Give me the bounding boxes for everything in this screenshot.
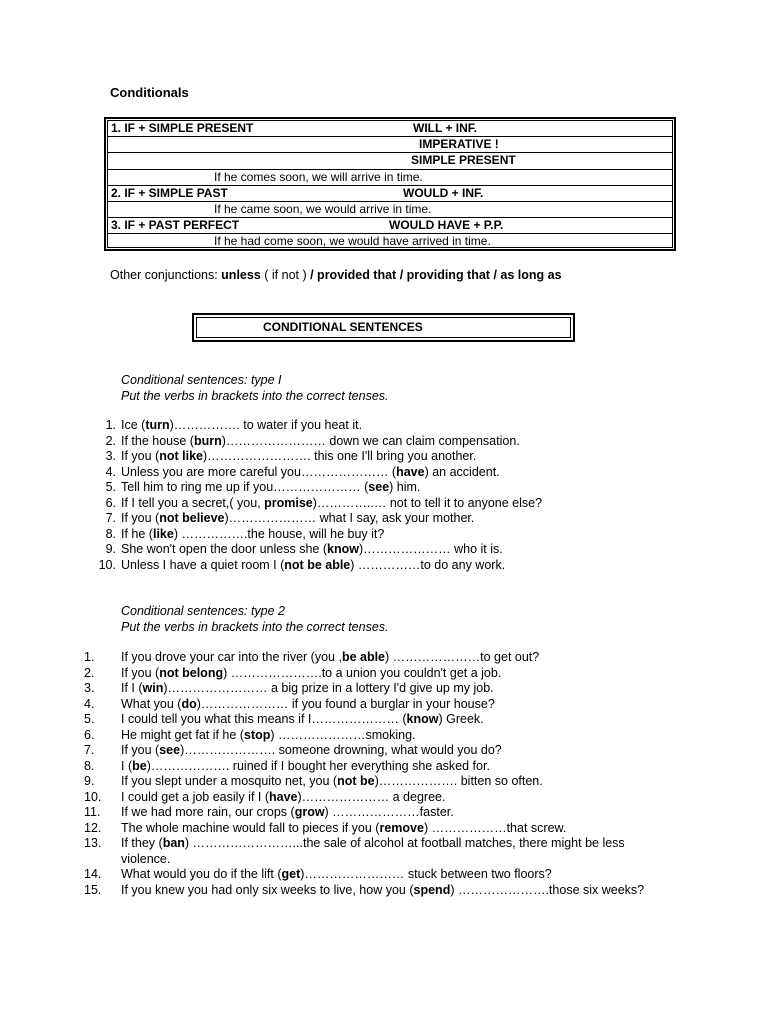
item-text-after: ) ……………to do any work. — [350, 557, 506, 572]
table-row — [108, 153, 672, 169]
list-item — [0, 681, 768, 697]
item-verb: see — [159, 743, 181, 757]
page-title: Conditionals — [110, 85, 189, 100]
item-text-after: ) …………………to get out? — [385, 650, 540, 664]
item-text-before: If they ( — [121, 836, 163, 850]
item-number: 10. — [98, 557, 116, 572]
item-text-before: If you slept under a mosquito net, you ( — [121, 774, 338, 788]
item-text-before: What would you do if the lift ( — [121, 867, 282, 881]
item-text — [121, 434, 520, 450]
item-number: 13. — [84, 836, 102, 850]
item-text-after: )………………… if you found a burglar in your house? — [196, 696, 495, 711]
list-item — [0, 527, 768, 543]
list-item — [0, 759, 768, 775]
item-number: 2. — [84, 665, 95, 680]
item-number: 8. — [105, 526, 116, 541]
item-verb: burn — [193, 433, 222, 448]
item-text-before: If you ( — [121, 665, 160, 680]
item-verb: stop — [243, 727, 271, 742]
item-verb: not belong — [159, 665, 224, 680]
item-number: 4. — [84, 696, 95, 711]
item-verb: do — [181, 696, 197, 711]
item-text-before: The whole machine would fall to pieces if you ( — [121, 820, 380, 835]
item-text-before: I could tell you what this means if I………………… ( — [121, 712, 407, 726]
item-number: 5. — [84, 712, 95, 726]
item-verb: get — [281, 867, 301, 881]
item-text-after: ) him. — [389, 480, 421, 494]
type2-exercise-list — [0, 650, 768, 914]
item-text — [121, 805, 454, 821]
item-text-after: )……………………. this one I'll bring you another. — [202, 449, 477, 463]
item-number: 8. — [84, 758, 95, 773]
item-number: 6. — [105, 495, 116, 510]
item-text — [121, 867, 552, 883]
list-item — [0, 449, 768, 465]
item-text — [121, 558, 505, 574]
item-number: 9. — [105, 542, 116, 556]
item-text-after: ) ……………………...the sale of alcohol at football matches, there might be less violence. — [121, 836, 625, 866]
item-text-after: ) Greek. — [438, 712, 484, 726]
item-text — [121, 712, 484, 728]
item-text-before: I could get a job easily if I ( — [121, 789, 269, 804]
list-item — [0, 867, 768, 883]
item-text-before: What you ( — [121, 696, 182, 711]
item-text-after: ) …………………smoking. — [270, 727, 416, 742]
item-text-after: ) ………………….to a union you couldn't get a job. — [223, 665, 502, 680]
item-number: 11. — [84, 805, 101, 819]
item-text — [121, 697, 495, 713]
item-number: 9. — [84, 774, 95, 788]
list-item — [0, 743, 768, 759]
list-item — [0, 418, 768, 434]
table-example: If he had come soon, we would have arrived in time. — [214, 234, 491, 249]
list-item — [0, 465, 768, 481]
item-number: 15. — [84, 882, 102, 897]
item-text — [121, 650, 539, 666]
item-verb: know — [327, 542, 359, 556]
item-text-before: If you ( — [121, 449, 160, 463]
item-text-after: )…………………… down we can claim compensation. — [221, 433, 520, 448]
item-text-before: If I ( — [121, 681, 143, 695]
item-verb: have — [269, 789, 298, 804]
item-text-before: If you drove your car into the river (you , — [121, 650, 342, 664]
item-number: 2. — [105, 433, 116, 448]
item-text-before: I ( — [121, 758, 133, 773]
item-verb: have — [396, 464, 425, 479]
table-example: If he comes soon, we will arrive in time. — [214, 169, 423, 184]
other-ifnot: ( if not ) — [260, 268, 311, 282]
item-text — [121, 836, 661, 867]
item-text-before: If we had more rain, our crops ( — [121, 805, 295, 819]
item-verb: ban — [162, 836, 185, 850]
type1-exercise-list — [0, 418, 768, 573]
item-verb: win — [142, 681, 164, 695]
item-text — [121, 743, 502, 759]
item-text-after: )………………… a degree. — [297, 789, 446, 804]
item-verb: not believe — [159, 511, 225, 525]
item-verb: like — [152, 526, 174, 541]
item-number: 3. — [105, 449, 116, 463]
list-item — [0, 542, 768, 558]
item-verb: remove — [379, 820, 424, 835]
table-row — [108, 218, 672, 234]
item-text — [121, 511, 474, 527]
type1-title: Conditional sentences: type I — [121, 373, 282, 387]
table-row — [108, 234, 672, 250]
list-item — [0, 496, 768, 512]
list-item — [0, 836, 768, 867]
item-number: 1. — [105, 418, 116, 432]
item-text — [121, 480, 420, 496]
list-item — [0, 434, 768, 450]
item-text — [121, 418, 362, 434]
item-verb: turn — [145, 418, 170, 432]
item-text-before: She won't open the door unless she ( — [121, 542, 327, 556]
item-number: 1. — [84, 650, 95, 664]
item-verb: know — [406, 712, 439, 726]
item-verb: not be able — [284, 557, 351, 572]
item-text-before: Tell him to ring me up if you………………… ( — [121, 480, 369, 494]
list-item — [0, 666, 768, 682]
conditionals-table — [104, 117, 676, 251]
list-item — [0, 728, 768, 744]
list-item — [0, 697, 768, 713]
table-rule-right: WILL + INF. — [413, 121, 478, 135]
item-text-before: If you knew you had only six weeks to live, how you ( — [121, 882, 414, 897]
item-text-after: )…………………… stuck between two floors? — [300, 867, 552, 881]
list-item — [0, 558, 768, 574]
item-number: 4. — [105, 464, 116, 479]
item-text-after: )…………………. someone drowning, what would you do? — [180, 743, 502, 757]
item-text-after: )……………. to water if you heat it. — [169, 418, 363, 432]
type2-instruction: Put the verbs in brackets into the correct tenses. — [121, 620, 389, 634]
item-text-before: Unless I have a quiet room I ( — [121, 557, 285, 572]
item-text — [121, 790, 445, 806]
item-verb: not be — [337, 774, 375, 788]
other-rest: / provided that / providing that / as long as — [310, 268, 562, 282]
item-number: 7. — [84, 743, 95, 757]
table-rule-right: IMPERATIVE ! — [419, 137, 499, 152]
type2-title: Conditional sentences: type 2 — [121, 604, 285, 618]
table-row — [108, 202, 672, 218]
table-rule-right: SIMPLE PRESENT — [411, 153, 516, 168]
other-prefix: Other conjunctions: — [110, 268, 222, 282]
item-number: 6. — [84, 727, 95, 742]
item-text-after: )…………..… not to tell it to anyone else? — [312, 495, 543, 510]
item-number: 14. — [84, 867, 102, 881]
other-conjunctions — [110, 268, 562, 282]
item-number: 5. — [105, 480, 116, 494]
item-text-before: Ice ( — [121, 418, 146, 432]
item-text-after: ) …………….the house, will he buy it? — [173, 526, 385, 541]
item-number: 3. — [84, 681, 95, 695]
item-text-after: ) an accident. — [424, 464, 500, 479]
table-row — [108, 121, 672, 137]
item-text — [121, 728, 416, 744]
conditionals-table-inner — [107, 120, 673, 248]
table-rule-left: 1. IF + SIMPLE PRESENT — [111, 121, 254, 135]
item-verb: be able — [341, 650, 386, 664]
item-number: 12. — [84, 820, 102, 835]
item-text — [121, 496, 542, 512]
item-text — [121, 666, 501, 682]
item-verb: promise — [264, 495, 313, 510]
section-box-label: CONDITIONAL SENTENCES — [196, 317, 571, 338]
item-number: 7. — [105, 511, 116, 525]
item-verb: grow — [294, 805, 325, 819]
item-text-after: )………………. ruined if I bought her everything she asked for. — [146, 758, 490, 773]
item-text-after: ) …………………faster. — [324, 805, 454, 819]
item-verb: not like — [159, 449, 203, 463]
item-text-before: If you ( — [121, 743, 160, 757]
item-text — [121, 542, 503, 558]
item-text-before: If he ( — [121, 526, 153, 541]
item-text-after: ) ………………that screw. — [423, 820, 567, 835]
other-unless: unless — [221, 268, 261, 282]
item-text — [121, 759, 490, 775]
item-text — [121, 681, 494, 697]
item-text — [121, 774, 543, 790]
list-item — [0, 480, 768, 496]
item-text — [121, 465, 500, 481]
item-verb: spend — [413, 882, 451, 897]
item-text-before: If you ( — [121, 511, 160, 525]
item-text — [121, 527, 384, 543]
item-text-after: )………………… who it is. — [358, 542, 503, 556]
list-item — [0, 511, 768, 527]
item-text — [121, 883, 661, 899]
table-rule-left: 3. IF + PAST PERFECT — [111, 218, 240, 233]
item-text — [121, 821, 566, 837]
table-example: If he came soon, we would arrive in time. — [214, 201, 432, 216]
list-item — [0, 790, 768, 806]
table-row — [108, 186, 672, 202]
table-rule-right: WOULD HAVE + P.P. — [389, 218, 504, 233]
item-text-before: Unless you are more careful you………………… ( — [121, 464, 397, 479]
table-row — [108, 137, 672, 153]
list-item — [0, 650, 768, 666]
list-item — [0, 883, 768, 914]
list-item — [0, 712, 768, 728]
table-rule-left: 2. IF + SIMPLE PAST — [111, 185, 228, 200]
item-text-after: )…………………… a big prize in a lottery I'd give up my job. — [163, 681, 494, 695]
item-number: 10. — [84, 789, 102, 804]
list-item — [0, 821, 768, 837]
section-box — [192, 313, 575, 342]
list-item — [0, 774, 768, 790]
list-item — [0, 805, 768, 821]
table-rule-right: WOULD + INF. — [403, 185, 484, 200]
item-text-before: He might get fat if he ( — [121, 727, 244, 742]
item-text-after: )………………… what I say, ask your mother. — [224, 511, 475, 525]
item-text-after: )………………. bitten so often. — [374, 774, 543, 788]
item-text — [121, 449, 476, 465]
type1-instruction: Put the verbs in brackets into the correct tenses. — [121, 389, 389, 403]
item-verb: see — [368, 480, 390, 494]
item-text-after: ) ………………….those six weeks? — [450, 882, 645, 897]
table-row — [108, 170, 672, 186]
item-verb: be — [132, 758, 147, 773]
item-text-before: If the house ( — [121, 433, 194, 448]
item-text-before: If I tell you a secret,( you, — [121, 495, 265, 510]
